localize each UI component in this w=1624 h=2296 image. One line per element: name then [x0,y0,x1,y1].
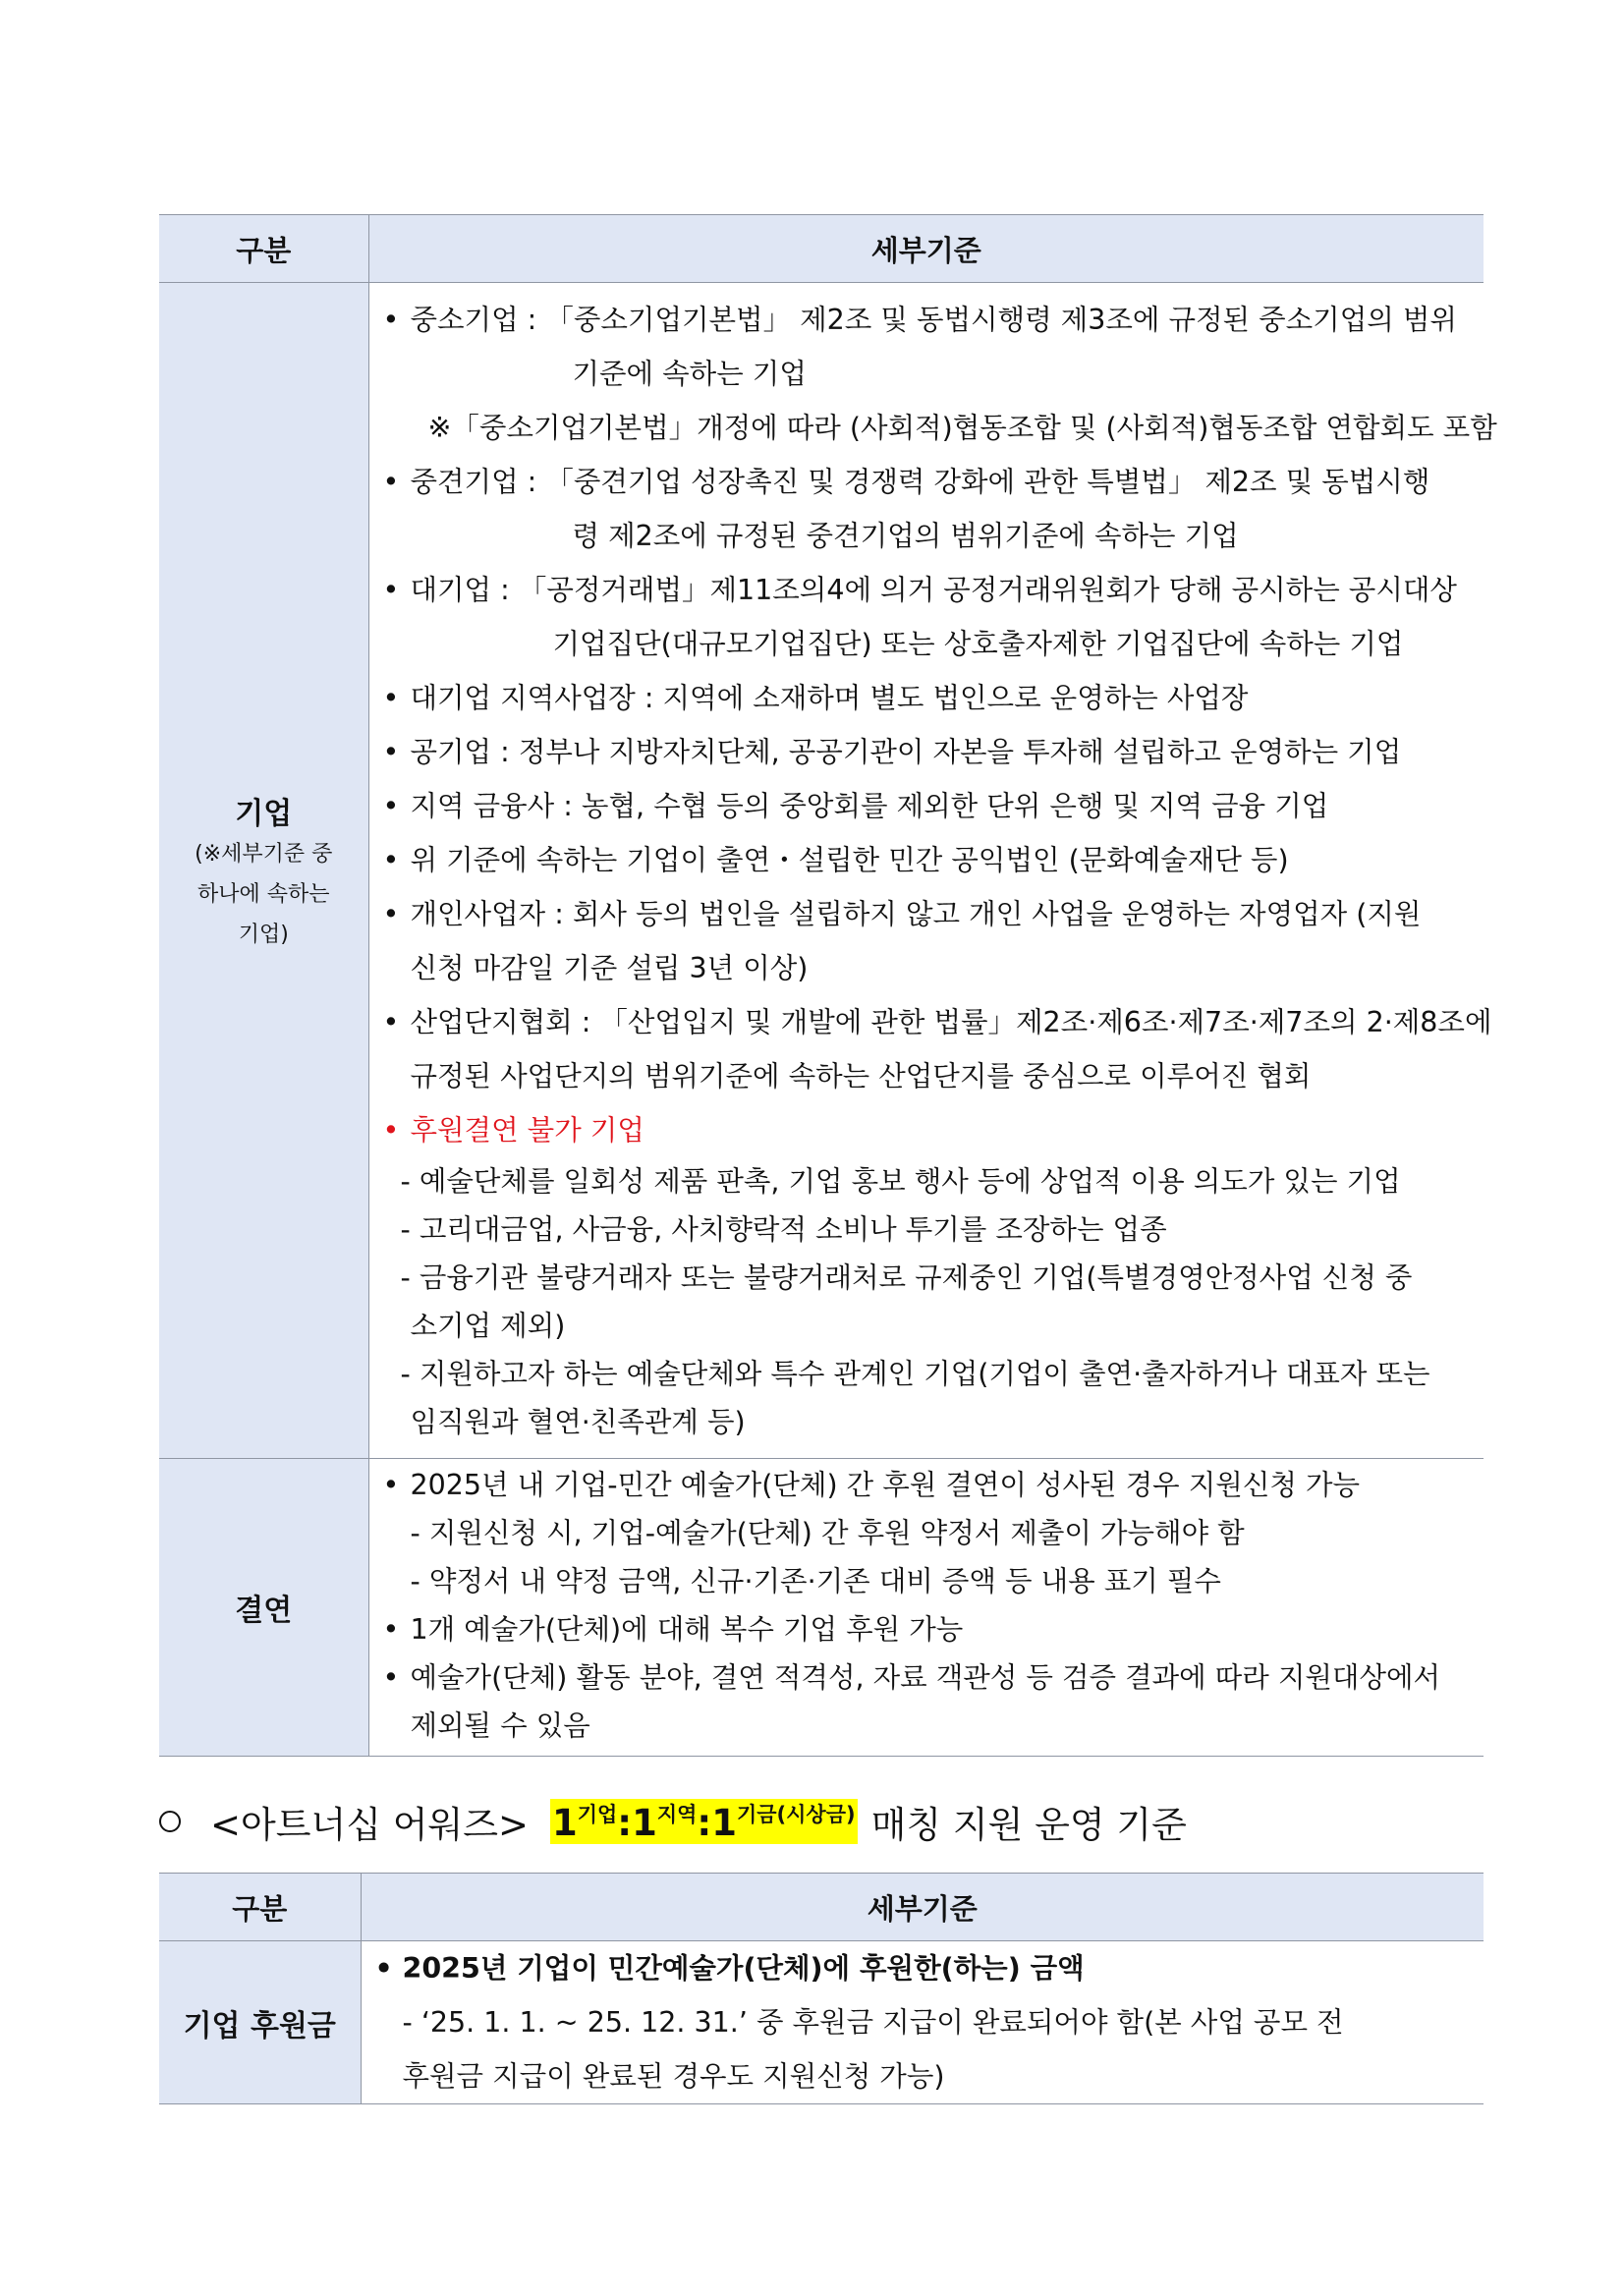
bullet-continuation: 제외될 수 있음 [410,1709,590,1742]
col-header-category: 구분 [159,1874,361,1941]
bullet-public: • 공기업 : 정부나 지방자치단체, 공공기관이 자본을 투자해 설립하고 운영하는 기업 [381,725,1469,779]
circle-bullet-icon [159,1811,181,1832]
category-cell-matching [159,1459,368,1757]
bullet-regional-site: • 대기업 지역사업장 : 지역에 소재하며 별도 법인으로 운영하는 사업장 [381,671,1469,725]
col-header-detail: 세부기준 [368,215,1484,283]
bullet-matching-2025: • 2025년 내 기업-민간 예술가(단체) 간 후원 결연이 성사된 경우 지원신청 가능 [381,1461,1469,1509]
bullet-industrial-assoc: • 산업단지협회 : 「산업입지 및 개발에 관한 법률」제2조·제6조·제7조·제7조의 2·제8조에 [381,995,1469,1049]
criteria-table [159,214,1497,1757]
ineligible-item: - 고리대금업, 사금융, 사치향락적 소비나 투기를 조장하는 업종 [400,1213,1167,1246]
category-note: 하나에 속하는 [196,881,330,907]
bullet-regional-finance: • 지역 금융사 : 농협, 수협 등의 중앙회를 제외한 단위 은행 및 지역 금융 기업 [381,779,1469,833]
category-label: 기업 [235,796,293,831]
heading-suffix: 매칭 지원 운영 기준 [870,1804,1187,1846]
sponsorship-table [159,1873,1484,2104]
heading-prefix: <아트너십 어워즈> [210,1804,529,1846]
ineligible-item: - 예술단체를 일회성 제품 판촉, 기업 홍보 행사 등에 상업적 이용 의도가 있는 기업 [400,1165,1401,1198]
detail-cell-matching [368,1459,1484,1757]
ineligible-item: - 지원하고자 하는 예술단체와 특수 관계인 기업(기업이 출연·출자하거나 대표자 또는 [400,1358,1430,1390]
bullet-continuation: 령 제2조에 규정된 중견기업의 범위기준에 속하는 기업 [572,520,1239,552]
category-note: (※세부기준 중 [195,841,333,867]
col-header-category: 구분 [159,215,368,283]
table-header-row [159,215,1484,283]
bullet-continuation: 기업집단(대규모기업집단) 또는 상호출자제한 기업집단에 속하는 기업 [552,628,1404,660]
category-cell-company [159,283,368,1459]
col-header-detail: 세부기준 [361,1874,1484,1941]
bullet-continuation: 규정된 사업단지의 범위기준에 속하는 산업단지를 중심으로 이루어진 협회 [410,1060,1312,1092]
bullet-verification: • 예술가(단체) 활동 분야, 결연 적격성, 자료 객관성 등 검증 결과에 따라 지원대상에서 [381,1653,1469,1702]
sub-item: - ‘25. 1. 1. ~ 25. 12. 31.’ 중 후원금 지급이 완료되어야 함(본 사업 공모 전 [402,2006,1344,2039]
section-heading [159,1791,1187,1852]
bullet-sponsorship-amount: • 2025년 기업이 민간예술가(단체)에 후원한(하는) 금액 [373,1941,1469,1995]
table-row-company [159,283,1484,1459]
detail-cell-company [368,283,1497,1459]
bullet-midsize: • 중견기업 : 「중견기업 성장촉진 및 경쟁력 강화에 관한 특별법」 제2조 및 동법시행 [381,455,1469,509]
table-row-sponsorship [159,1941,1484,2104]
ineligible-continuation: 임직원과 혈연·친족관계 등) [410,1406,746,1438]
table-header-row [159,1874,1484,1941]
sub-item: - 지원신청 시, 기업-예술가(단체) 간 후원 약정서 제출이 가능해야 함 [410,1517,1245,1549]
bullet-large: • 대기업 : 「공정거래법」제11조의4에 의거 공정거래위원회가 당해 공시하는 공시대상 [381,563,1469,617]
category-label: 기업 후원금 [183,2008,336,2044]
matching-ratio: $1^{기업}:1^{지역}:1^{기금(시상금)}$ [550,1799,858,1844]
detail-cell-sponsorship [361,1941,1484,2104]
reference-note: ※「중소기업기본법」개정에 따라 (사회적)협동조합 및 (사회적)협동조합 연합회도 포함 [427,412,1497,444]
bullet-continuation: 신청 마감일 기준 설립 3년 이상) [410,952,809,984]
sub-item: - 약정서 내 약정 금액, 신규·기존·기존 대비 증액 등 내용 표기 필수 [410,1565,1221,1597]
bullet-sme: • 중소기업 : 「중소기업기본법」 제2조 및 동법시행령 제3조에 규정된 중소기업의 범위 [381,293,1469,347]
ineligible-continuation: 소기업 제외) [410,1310,566,1342]
table-row-matching [159,1459,1484,1757]
bullet-multiple-sponsors: • 1개 예술가(단체)에 대해 복수 기업 후원 가능 [381,1605,1469,1653]
bullet-foundation: • 위 기준에 속하는 기업이 출연・설립한 민간 공익법인 (문화예술재단 등) [381,833,1469,887]
sub-item-continuation: 후원금 지급이 완료된 경우도 지원신청 가능) [402,2060,945,2093]
category-label: 결연 [235,1594,293,1628]
category-note: 기업) [238,922,289,947]
bullet-ineligible: • 후원결연 불가 기업 [381,1103,1469,1157]
bullet-continuation: 기준에 속하는 기업 [572,358,807,390]
ineligible-item: - 금융기관 불량거래자 또는 불량거래처로 규제중인 기업(특별경영안정사업 신청 중 [400,1261,1413,1294]
bullet-sole-proprietor: • 개인사업자 : 회사 등의 법인을 설립하지 않고 개인 사업을 운영하는 자영업자 (지원 [381,887,1469,941]
category-cell-sponsorship [159,1941,361,2104]
